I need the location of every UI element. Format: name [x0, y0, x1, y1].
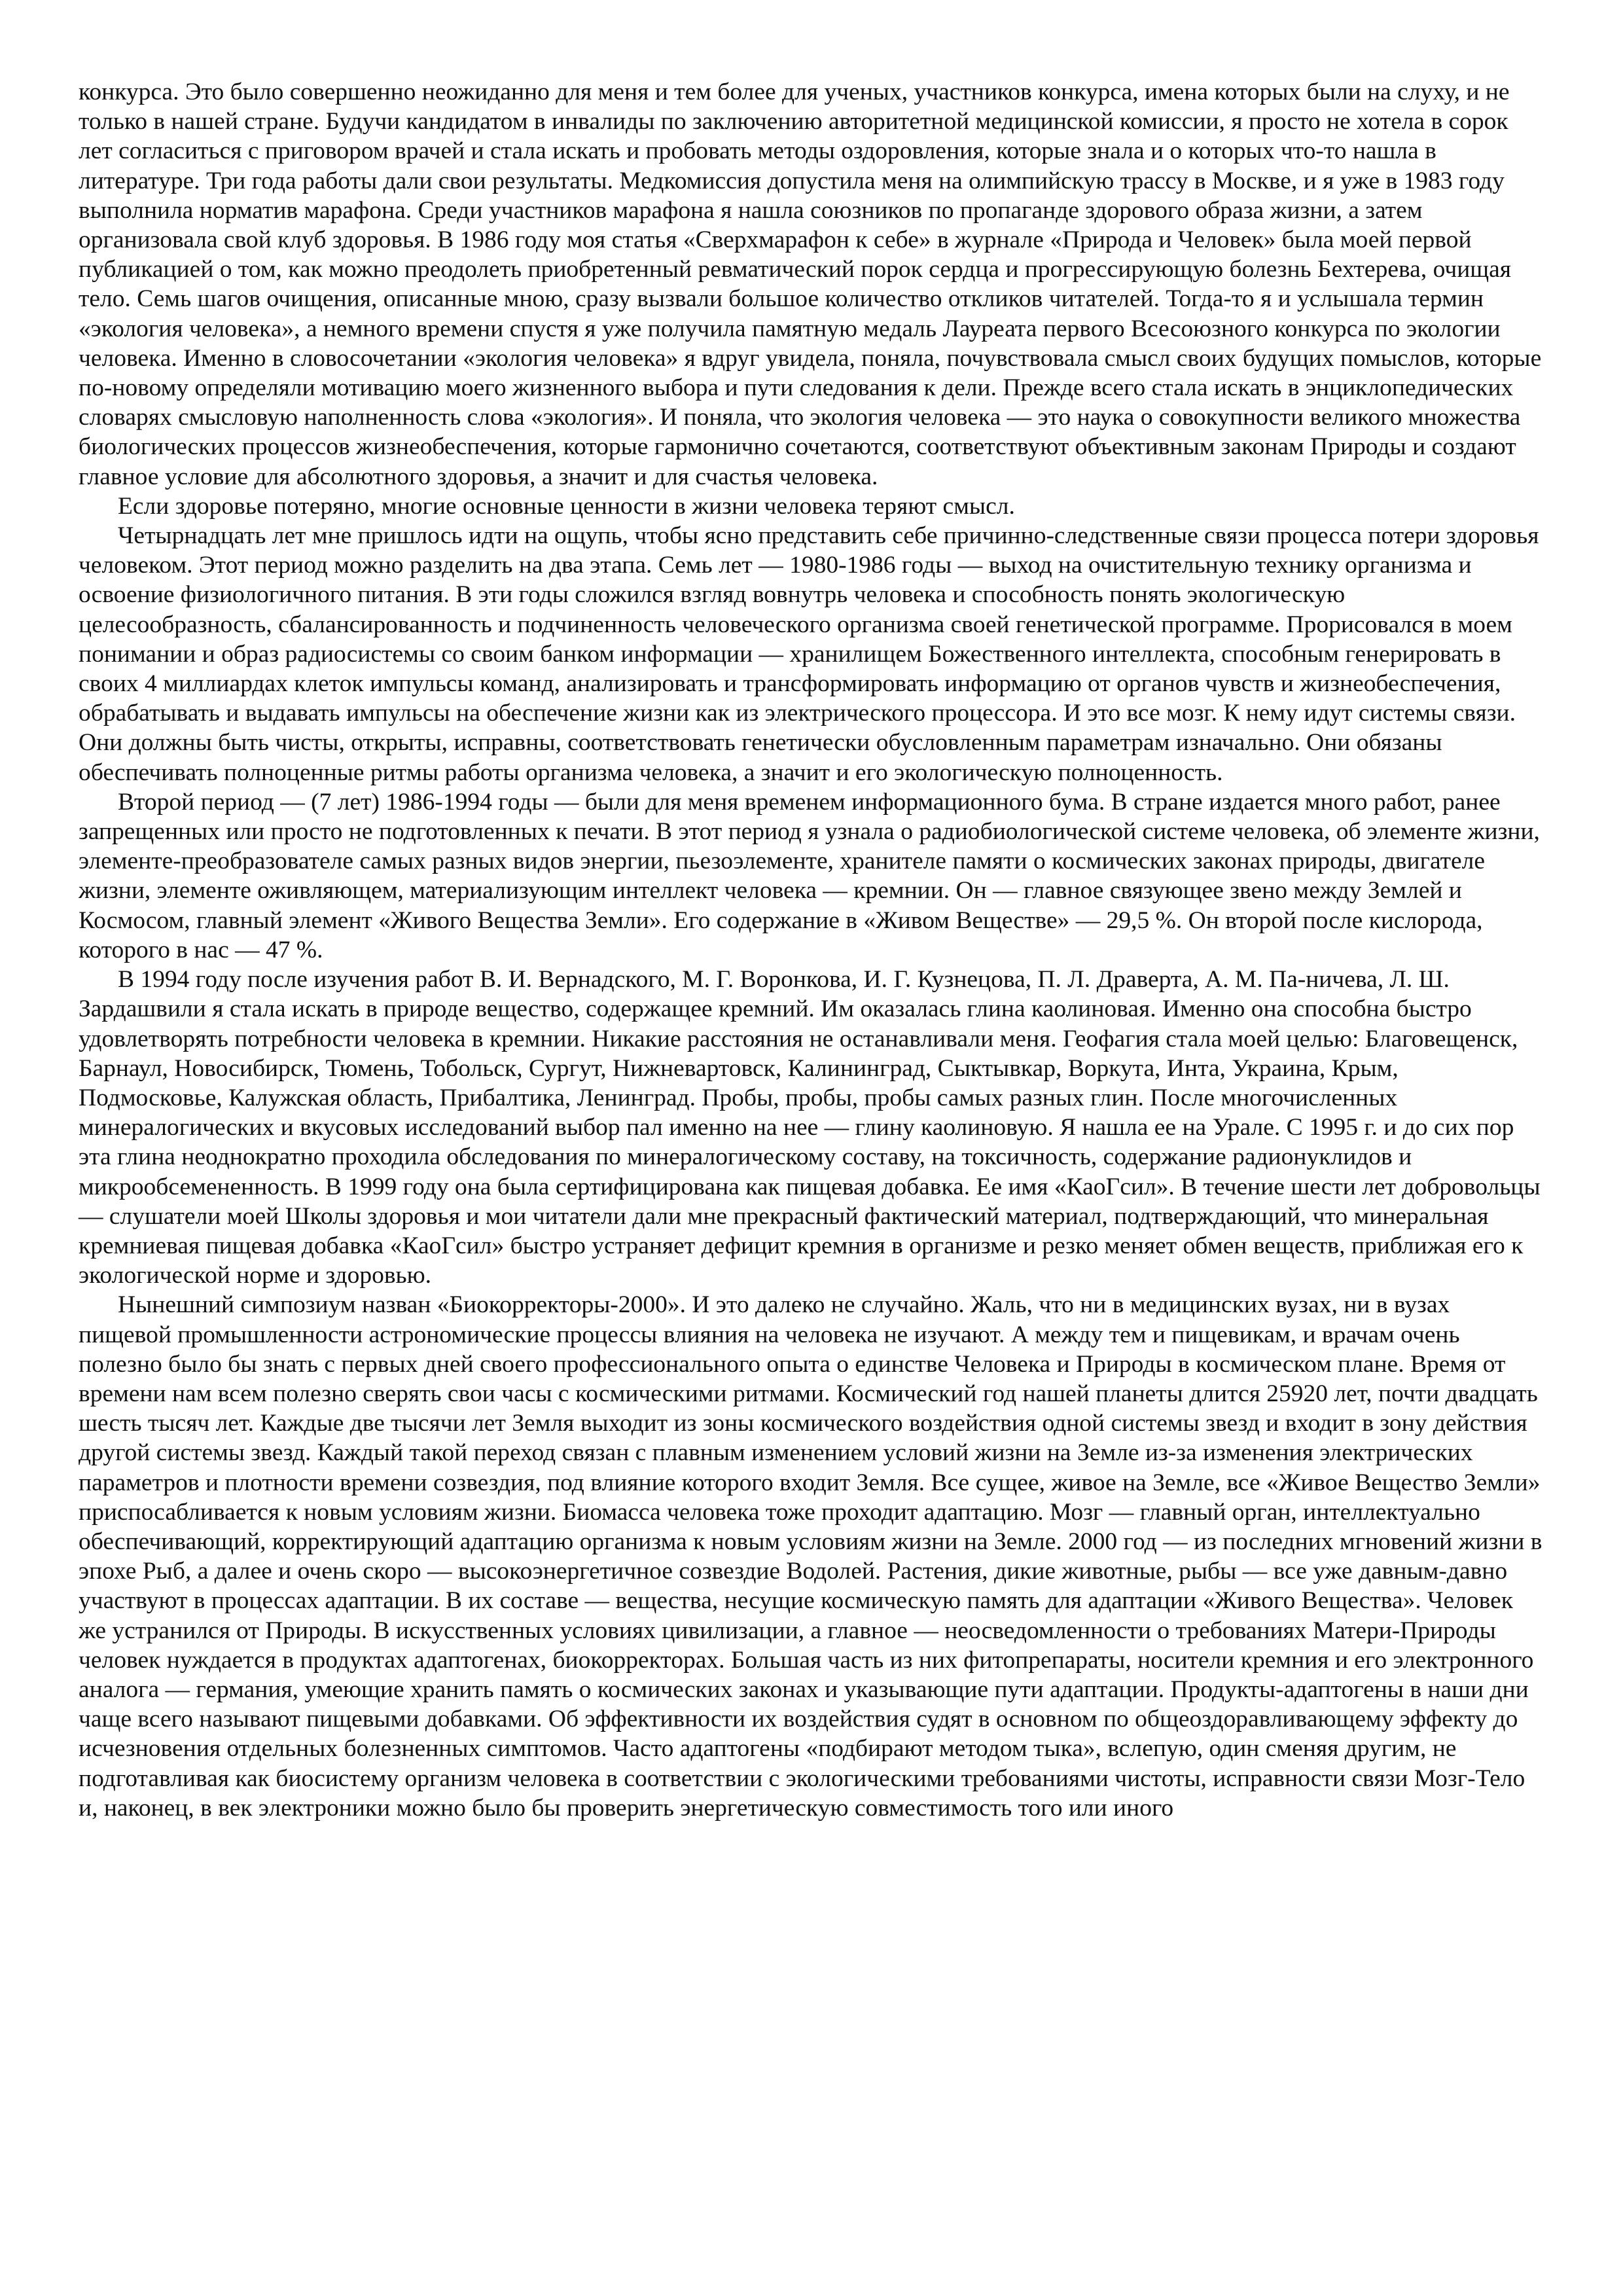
paragraph-fourteen-years: Четырнадцать лет мне пришлось идти на ощупь, чтобы ясно представить себе причинно-следственные связи процесса потери здоровья человеком. Этот период можно разделить на два этапа. Семь лет — 1980-1986 годы — выход на очистительную технику организма и освоение физиологичного питания. В эти годы сложился взгляд вовнутрь человека и способность понять экологическую целесообразность, сбалансированность и подчиненность человеческого организма своей генетической программе. Прорисовался в моем понимании и образ радиосистемы со своим банком информации — хранилищем Божественного интеллекта, способным генерировать в своих 4 миллиардах клеток импульсы команд, анализировать и трансформировать информацию от органов чувств и жизнеобеспечения, обрабатывать и выдавать импульсы на обеспечение жизни как из электрического процессора. И это все мозг. К нему идут системы связи. Они должны быть чисты, открыты, исправны, соответствовать генетически обусловленным параметрам изначально. Они обязаны обеспечивать полноценные ритмы работы организма человека, а значит и его экологическую полноценность.: [79, 522, 1539, 786]
paragraph-second-period: Второй период — (7 лет) 1986-1994 годы — были для меня временем информационного бума. В стране издается много работ, ранее запрещенных или просто не подготовленных к печати. В этот период я узнала о радиобиологической системе человека, об элементе жизни, элементе-преобразователе самых разных видов энергии, пьезоэлементе, хранителе памяти о космических законах природы, двигателе жизни, элементе оживляющем, материализующим интеллект человека — кремнии. Он — главное связующее звено между Землей и Космосом, главный элемент «Живого Вещества Земли». Его содержание в «Живом Веществе» — 29,5 %. Он второй после кислорода, которого в нас — 47 %.: [79, 788, 1540, 963]
paragraph-continuation: конкурса. Это было совершенно неожиданно для меня и тем более для ученых, участников конкурса, имена которых были на слуху, и не только в нашей стране. Будучи кандидатом в инвалиды по заключению авторитетной медицинской комиссии, я просто не хотела в сорок лет согласиться с приговором врачей и стала искать и пробовать методы оздоровления, которые знала и о которых что-то нашла в литературе. Три года работы дали свои результаты. Медкомиссия допустила меня на олимпийскую трассу в Москве, и я уже в 1983 году выполнила норматив марафона. Среди участников марафона я нашла союзников по пропаганде здорового образа жизни, а затем организовала свой клуб здоровья. В 1986 году моя статья «Сверхмарафон к себе» в журнале «Природа и Человек» была моей первой публикацией о том, как можно преодолеть приобретенный ревматический порок сердца и прогрессирующую болезнь Бехтерева, очищая тело. Семь шагов очищения, описанные мною, сразу вызвали большое количество откликов читателей. Тогда-то я и услышала термин «экология человека», а немного времени спустя я уже получила памятную медаль Лауреата первого Всесоюзного конкурса по экологии человека. Именно в словосочетании «экология человека» я вдруг увидела, поняла, почувствовала смысл своих будущих помыслов, которые по-новому определяли мотивацию моего жизненного выбора и пути следования к дели. Прежде всего стала искать в энциклопедических словарях смысловую наполненность слова «экология». И поняла, что экология человека — это наука о совокупности великого множества биологических процессов жизнеобеспечения, которые гармонично сочетаются, соответствуют объективным законам Природы и создают главное условие для абсолютного здоровья, а значит и для счастья человека.: [79, 79, 1542, 490]
paragraph-1994: В 1994 году после изучения работ В. И. Вернадского, М. Г. Воронкова, И. Г. Кузнецова, П. Л. Драверта, А. М. Па-ничева, Л. Ш. Зардашвили я стала искать в природе вещество, содержащее кремний. Им оказалась глина каолиновая. Именно она способна быстро удовлетворять потребности человека в кремнии. Никакие расстояния не останавливали меня. Геофагия стала моей целью: Благовещенск, Барнаул, Новосибирск, Тюмень, Тобольск, Сургут, Нижневартовск, Калининград, Сыктывкар, Воркута, Инта, Украина, Крым, Подмосковье, Калужская область, Прибалтика, Ленинград. Пробы, пробы, пробы самых разных глин. После многочисленных минералогических и вкусовых исследований выбор пал именно на нее — глину каолиновую. Я нашла ее на Урале. С 1995 г. и до сих пор эта глина неоднократно проходила обследования по минералогическому составу, на токсичность, содержание радионуклидов и микрообсемененность. В 1999 году она была сертифицирована как пищевая добавка. Ее имя «КаоГсил». В течение шести лет добровольцы — слушатели моей Школы здоровья и мои читатели дали мне прекрасный фактический материал, подтверждающий, что минеральная кремниевая пищевая добавка «КаоГсил» быстро устраняет дефицит кремния в организме и резко меняет обмен веществ, приближая его к экологической норме и здоровью.: [79, 966, 1541, 1289]
document-page: [79, 77, 1544, 1823]
paragraph-symposium: Нынешний симпозиум назван «Биокорректоры-2000». И это далеко не случайно. Жаль, что ни в медицинских вузах, ни в вузах пищевой промышленности астрономические процессы влияния на человека не изучают. А между тем и пищевикам, и врачам очень полезно было бы знать с первых дней своего профессионального опыта о единстве Человека и Природы в космическом плане. Время от времени нам всем полезно сверять свои часы с космическими ритмами. Космический год нашей планеты длится 25920 лет, почти двадцать шесть тысяч лет. Каждые две тысячи лет Земля выходит из зоны космического воздействия одной системы звезд и входит в зону действия другой системы звезд. Каждый такой переход связан с плавным изменением условий жизни на Земле из-за изменения электрических параметров и плотности времени созвездия, под влияние которого входит Земля. Все сущее, живое на Земле, все «Живое Вещество Земли» приспосабливается к новым условиям жизни. Биомасса человека тоже проходит адаптацию. Мозг — главный орган, интеллектуально обеспечивающий, корректирующий адаптацию организма к новым условиям жизни на Земле. 2000 год — из последних мгновений жизни в эпохе Рыб, а далее и очень скоро — высокоэнергетичное созвездие Водолей. Растения, дикие животные, рыбы — все уже давным-давно участвуют в процессах адаптации. В их составе — вещества, несущие космическую память для адаптации «Живого Вещества». Человек же устранился от Природы. В искусственных условиях цивилизации, а главное — неосведомленности о требованиях Матери-Природы человек нуждается в продуктах адаптогенах, биокорректорах. Большая часть из них фитопрепараты, носители кремния и его электронного аналога — германия, умеющие хранить память о космических законах и указывающие пути адаптации. Продукты-адаптогены в наши дни чаще всего называют пищевыми добавками. Об эффективности их воздействия судят в основном по общеоздоравливающему эффекту до исчезновения отдельных болезненных симптомов. Часто адаптогены «подбирают методом тыка», вслепую, один сменяя другим, не подготавливая как биосистему организм человека в соответствии с экологическими требованиями чистоты, исправности связи Мозг-Тело и, наконец, в век электроники можно было бы проверить энергетическую совместимость того или иного: [79, 1291, 1543, 1821]
paragraph-health-lost: Если здоровье потеряно, многие основные ценности в жизни человека теряют смысл.: [118, 492, 1015, 520]
